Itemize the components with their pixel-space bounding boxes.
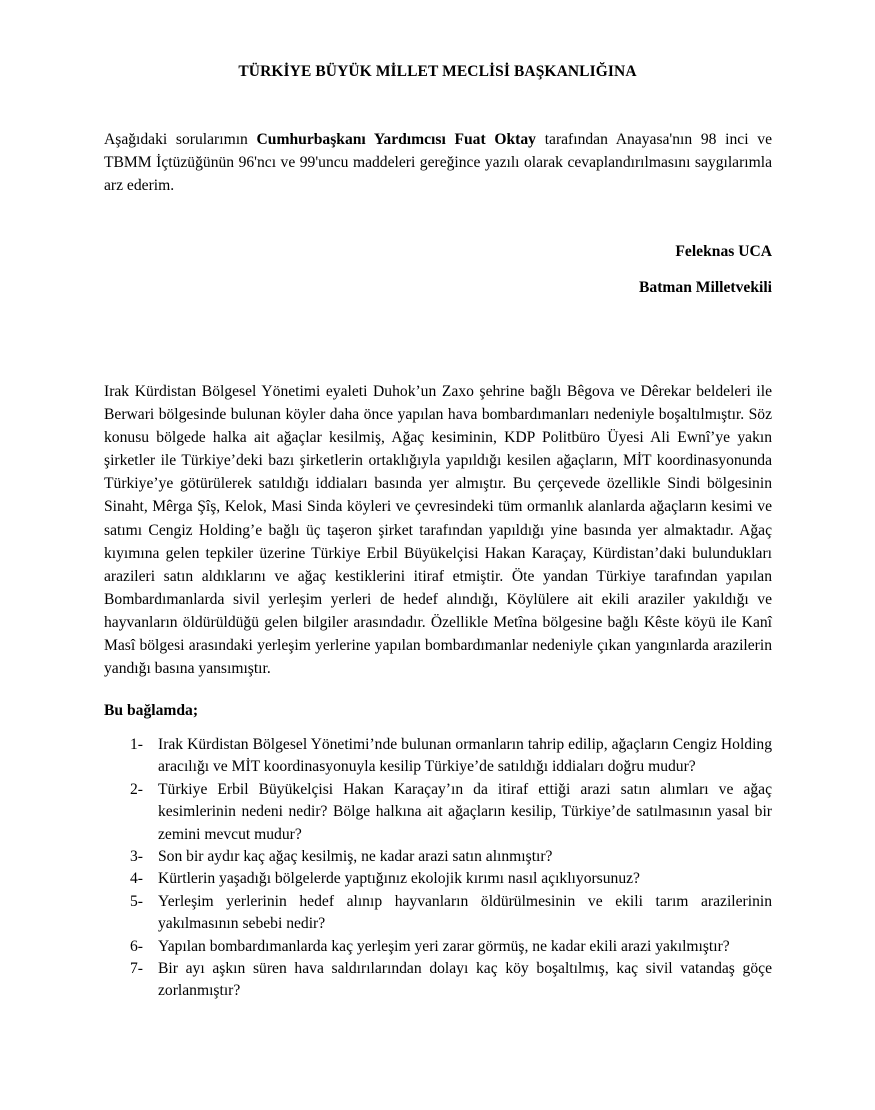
- question-text: Irak Kürdistan Bölgesel Yönetimi’nde bulunan ormanların tahrip edilip, ağaçların Cengiz Holding aracılığı ve MİT koordinasyonuyla kesilip Türkiye’de satıldığı iddiaları doğru mudur?: [158, 736, 772, 776]
- question-number: 3-: [130, 848, 143, 866]
- question-number: 4-: [130, 870, 143, 888]
- question-text: Yapılan bombardımanlarda kaç yerleşim yeri zarar görmüş, ne kadar ekili arazi yakılmıştır?: [158, 937, 730, 955]
- intro-text-before: Aşağıdaki sorularımın: [104, 131, 257, 148]
- body-paragraph: Irak Kürdistan Bölgesel Yönetimi eyaleti Duhok’un Zaxo şehrine bağlı Bêgova ve Dêrekar beldeleri ile Berwari bölgesinde bulunan köyler daha önce yapılan hava bombardımanları nedeniyle boşaltılmıştır. Söz konusu bölgede halka ait ağaçlar kesilmiş, Ağaç kesiminin, KDP Politbüro Üyesi Ali Ewnî’ye yakın şirketler ile Türkiye’deki bazı şirketlerin ortaklığıyla yapıldığı kesilen ağaçların, MİT koordinasyonunda Türkiye’ye götürülerek satıldığı iddiaları basında yer almıştır. Bu çerçevede özellikle Sindi bölgesinin Sinaht, Mêrga Şîş, Kelok, Masi Sinda köyleri ve çevresindeki tüm ormanlık alanlarda ağaçların kesimi ve satımı Cengiz Holding’e bağlı üç taşeron şirket tarafından yapıldığı yine basında yer almaktadır. Ağaç kıyımına gelen tepkiler üzerine Türkiye Erbil Büyükelçisi Hakan Karaçay, Kürdistan’daki bulundukları arazileri satın aldıklarını ve ağaç kestiklerini itiraf etmiştir. Öte yandan Türkiye tarafından yapılan Bombardımanlarda sivil yerleşim yerleri de hedef alındığı, Köylülere ait ekili araziler yakıldığı ve hayvanların öldürüldüğü gelen bilgiler arasındadır. Özellikle Metîna bölgesine bağlı Kêste köyü ile Kanî Masî bölgesi arasındaki yerleşim yerlerine yapılan bombardımanlar nedeniyle çıkan yangınlarda arazilerin yandığı basına yansımıştır.: [104, 383, 772, 678]
- context-label: Bu bağlamda;: [104, 702, 199, 719]
- question-number: 7-: [130, 960, 143, 978]
- question-item: [104, 779, 772, 846]
- question-item: [104, 936, 772, 958]
- question-text: Bir ayı aşkın süren hava saldırılarından dolayı kaç köy boşaltılmış, kaç sivil vatandaş göçe zorlanmıştır?: [158, 960, 772, 1000]
- intro-text-after: tarafından Anayasa'nın 98 inci ve TBMM İçtüzüğünün 96'ncı ve 99'uncu maddeleri gereğince yazılı olarak cevaplandırılmasını saygılarımla arz ederim.: [104, 131, 772, 194]
- question-text: Kürtlerin yaşadığı bölgelerde yaptığınız ekolojik kırımı nasıl açıklıyorsunuz?: [158, 870, 640, 888]
- question-number: 6-: [130, 937, 143, 955]
- question-text: Son bir aydır kaç ağaç kesilmiş, ne kadar arazi satın alınmıştır?: [158, 848, 553, 866]
- question-text: Yerleşim yerlerinin hedef alınıp hayvanların öldürülmesinin ve ekili tarım arazilerinin yakılmasının sebebi nedir?: [158, 892, 772, 933]
- question-number: 5-: [130, 892, 143, 910]
- question-item: [104, 734, 772, 779]
- intro-addressee: Cumhurbaşkanı Yardımcısı Fuat Oktay: [256, 131, 536, 148]
- signer-name: Feleknas UCA: [675, 243, 772, 260]
- question-item: [104, 846, 772, 868]
- question-number: 2-: [130, 780, 143, 798]
- intro-paragraph: [104, 128, 772, 197]
- question-list: [104, 734, 772, 1003]
- question-item: [104, 958, 772, 1003]
- question-number: 1-: [130, 736, 143, 753]
- question-text: Türkiye Erbil Büyükelçisi Hakan Karaçay’ın da itiraf ettiği arazi satın alımları ve ağaç kesimlerinin nedeni nedir? Bölge halkına ait ağaçların kesilip, Türkiye’de satılmasının yasal bir zemini mevcut mudur?: [158, 780, 772, 843]
- question-item: [104, 868, 772, 890]
- question-item: [104, 891, 772, 936]
- signer-title: Batman Milletvekili: [639, 279, 772, 296]
- document-heading: TÜRKİYE BÜYÜK MİLLET MECLİSİ BAŞKANLIĞINA: [238, 63, 637, 80]
